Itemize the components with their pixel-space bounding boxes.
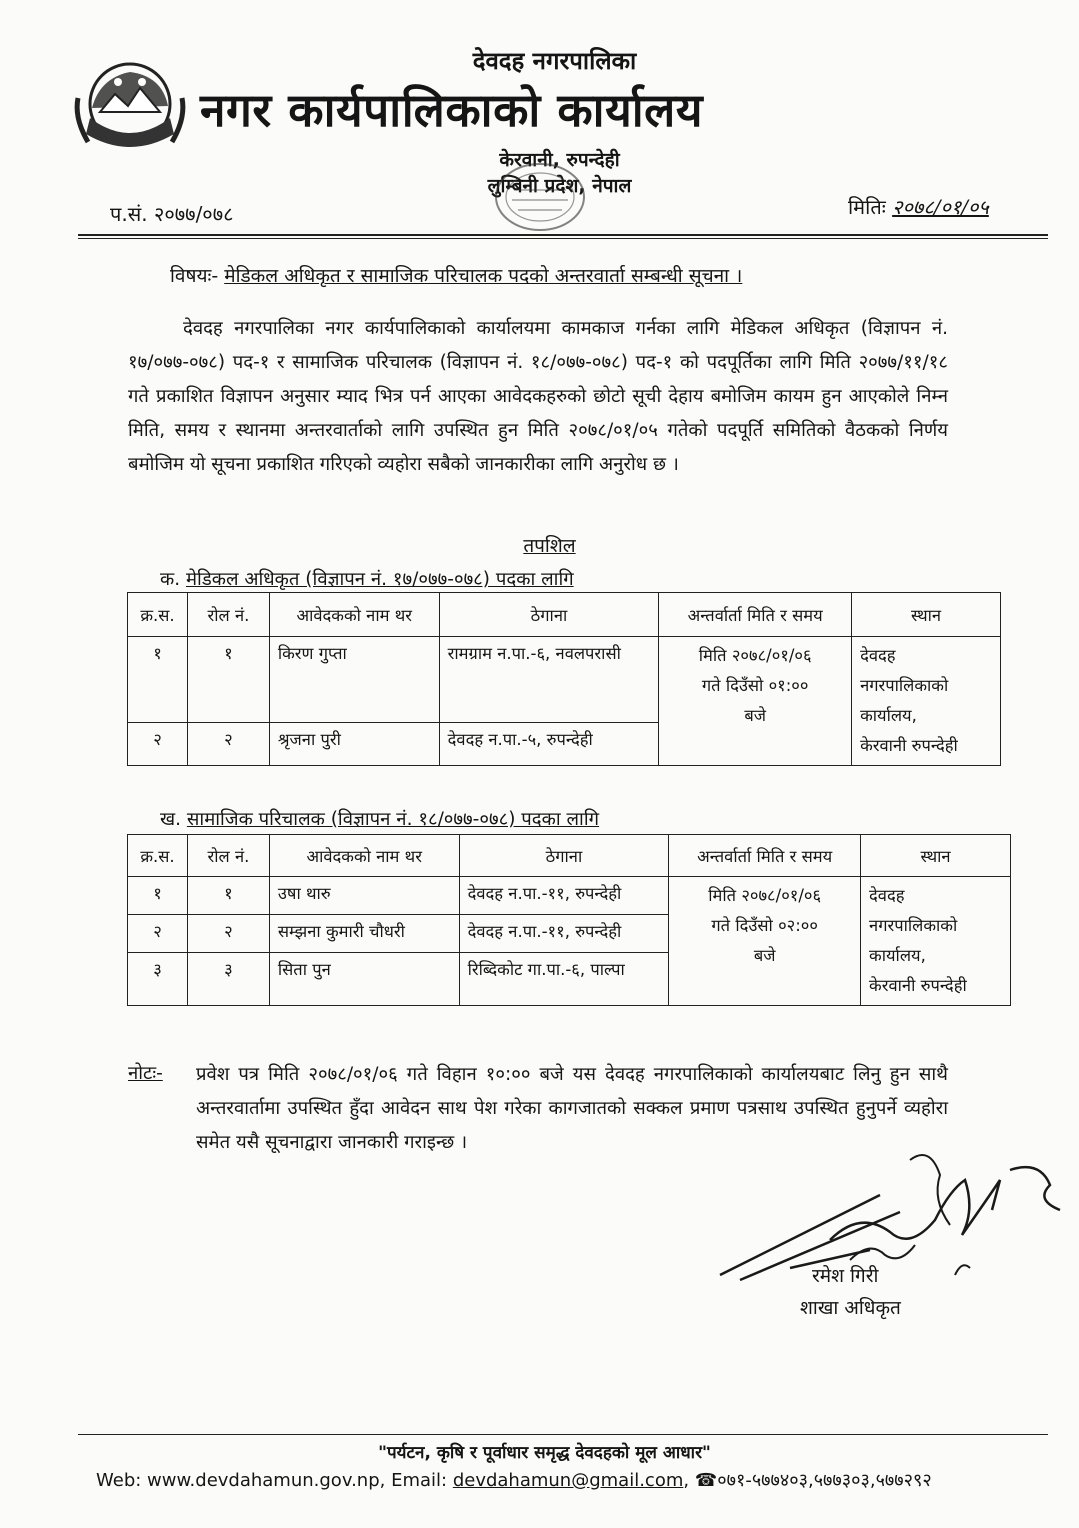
cell-roll: ३ [187, 953, 269, 1006]
handwritten-signature [700, 1140, 1070, 1290]
col-name: आवेदकको नाम थर [269, 835, 459, 877]
cell-address: देवदह न.पा.-११, रुपन्देही [459, 877, 669, 915]
section-a-text: मेडिकल अधिकृत (विज्ञापन नं. १७/०७७-०७८) पदका लागि [185, 569, 574, 590]
cell-name: श्रृजना पुरी [269, 723, 439, 766]
datetime-line: मिति २०७८/०१/०६ [708, 886, 822, 905]
col-venue: स्थान [861, 835, 1011, 877]
venue-line: केरवानी रुपन्देही [869, 976, 967, 995]
section-a-title [160, 566, 574, 591]
cell-sn: १ [128, 637, 188, 723]
cell-venue [861, 877, 1011, 1006]
social-mobilizer-table [127, 834, 1011, 1006]
address-line-1: केरवानी, रुपन्देही [499, 149, 620, 171]
datetime-line: मिति २०७८/०१/०६ [698, 646, 812, 665]
datetime-line: बजे [744, 706, 767, 725]
cell-name: उषा थारु [269, 877, 459, 915]
cell-roll: २ [187, 915, 269, 953]
section-b-title [160, 806, 599, 831]
cell-venue [852, 637, 1001, 766]
address-line-2: लुम्बिनी प्रदेश, नेपाल [487, 175, 632, 197]
cell-roll: १ [187, 637, 269, 723]
cell-name: किरण गुप्ता [269, 637, 439, 723]
table-row [128, 637, 1001, 723]
venue-line: नगरपालिकाको [860, 676, 949, 695]
cell-name: सिता पुन [269, 953, 459, 1006]
cell-sn: २ [128, 915, 188, 953]
cell-sn: १ [128, 877, 188, 915]
email-link[interactable]: devdahamun@gmail.com [452, 1470, 684, 1491]
col-venue: स्थान [852, 593, 1001, 637]
venue-line: नगरपालिकाको [869, 916, 958, 935]
col-address: ठेगाना [459, 835, 669, 877]
col-roll: रोल नं. [187, 835, 269, 877]
details-heading: तपशिल [523, 535, 576, 557]
office-stamp [492, 160, 588, 234]
col-address: ठेगाना [439, 593, 659, 637]
website-text: Web: www.devdahamun.gov.np, Email: [96, 1470, 453, 1491]
subject-label: विषयः- [170, 265, 219, 287]
venue-line: देवदह [869, 886, 905, 905]
table-row [128, 877, 1011, 915]
header-divider [78, 234, 1048, 236]
phone-text: , ☎०७१-५७७४०३,५७७३०३,५७७२९२ [683, 1470, 932, 1491]
footer-contact [96, 1468, 932, 1492]
cell-address: देवदह न.पा.-५, रुपन्देही [439, 723, 659, 766]
cell-roll: १ [187, 877, 269, 915]
datetime-line: बजे [753, 946, 776, 965]
venue-line: केरवानी रुपन्देही [860, 736, 958, 755]
venue-line: कार्यालय, [869, 946, 926, 965]
subject-line [170, 262, 742, 288]
cell-sn: ३ [128, 953, 188, 1006]
subject-text: मेडिकल अधिकृत र सामाजिक परिचालक पदको अन्तरवार्ता सम्बन्धी सूचना । [224, 265, 743, 287]
cell-sn: २ [128, 723, 188, 766]
cell-datetime [669, 877, 861, 1006]
col-sn: क्र.स. [128, 835, 188, 877]
date-value: २०७८/०१/०५ [892, 195, 989, 219]
issue-date [848, 193, 989, 220]
footer-divider [78, 1434, 1048, 1435]
col-sn: क्र.स. [128, 593, 188, 637]
cell-roll: २ [187, 723, 269, 766]
section-b-text: सामाजिक परिचालक (विज्ञापन नं. १८/०७७-०७८) पदका लागि [186, 809, 600, 830]
col-datetime: अन्तर्वार्ता मिति र समय [659, 593, 852, 637]
office-title: नगर कार्यपालिकाको कार्यालय [200, 83, 704, 137]
cell-datetime [659, 637, 852, 766]
datetime-line: गते दिउँसो ०२:०० [711, 916, 818, 935]
col-name: आवेदकको नाम थर [269, 593, 439, 637]
col-datetime: अन्तर्वार्ता मिति र समय [669, 835, 861, 877]
municipality-name: देवदह नगरपालिका [472, 47, 637, 75]
reference-number [110, 200, 234, 227]
header-divider-thin [78, 238, 1048, 239]
date-label: मितिः [848, 195, 886, 219]
section-b-prefix: ख. [160, 809, 182, 830]
col-roll: रोल नं. [187, 593, 269, 637]
reference-value: २०७७/०७८ [153, 202, 234, 226]
cell-address: रिब्दिकोट गा.पा.-६, पाल्पा [459, 953, 669, 1006]
signer-title: शाखा अधिकृत [800, 1297, 901, 1319]
datetime-line: गते दिउँसो ०१:०० [701, 676, 809, 695]
notice-body: देवदह नगरपालिका नगर कार्यपालिकाको कार्यालयमा कामकाज गर्नका लागि मेडिकल अधिकृत (विज्ञापन नं. १७/०७७-०७८) पद-१ र सामाजिक परिचालक (विज्ञापन नं. १८/०७७-०७८) पद-१ को पदपूर्तिका लागि मिति २०७७/११/१८ गते प्रकाशित विज्ञापन अनुसार म्याद भित्र पर्न आएका आवेदकहरुको छोटो सूची देहाय बमोजिम कायम हुन आएकोले निम्न मिति, समय र स्थानमा अन्तरवार्ताको लागि उपस्थित हुन मिति २०७८/०१/०५ गतेको पदपूर्ति समितिको वैठकको निर्णय बमोजिम यो सूचना प्रकाशित गरिएको व्यहोरा सबैको जानकारीका लागि अनुरोध छ । [128, 318, 948, 475]
note-label: नोटः- [128, 1063, 163, 1084]
medical-officer-table [127, 592, 1001, 766]
cell-name: सम्झना कुमारी चौधरी [269, 915, 459, 953]
note-text: प्रवेश पत्र मिति २०७८/०१/०६ गते विहान १०:०० बजे यस देवदह नगरपालिकाको कार्यालयबाट लिनु हुन साथै अन्तरवार्तामा उपस्थित हुँदा आवेदन साथ पेश गरेका कागजातको सक्कल प्रमाण पत्रसाथ उपस्थित हुनुपर्ने व्यहोरा समेत यसै सूचनाद्वारा जानकारी गराइन्छ । [196, 1064, 948, 1153]
signer-name: रमेश गिरी [812, 1265, 879, 1287]
cell-address: रामग्राम न.पा.-६, नवलपरासी [439, 637, 659, 723]
cell-address: देवदह न.पा.-११, रुपन्देही [459, 915, 669, 953]
venue-line: देवदह [860, 646, 896, 665]
reference-label: प.सं. [110, 202, 148, 226]
footer-motto: "पर्यटन, कृषि र पूर्वाधार समृद्ध देवदहको मूल आधार" [378, 1443, 711, 1463]
section-a-prefix: क. [160, 569, 181, 590]
venue-line: कार्यालय, [860, 706, 917, 725]
